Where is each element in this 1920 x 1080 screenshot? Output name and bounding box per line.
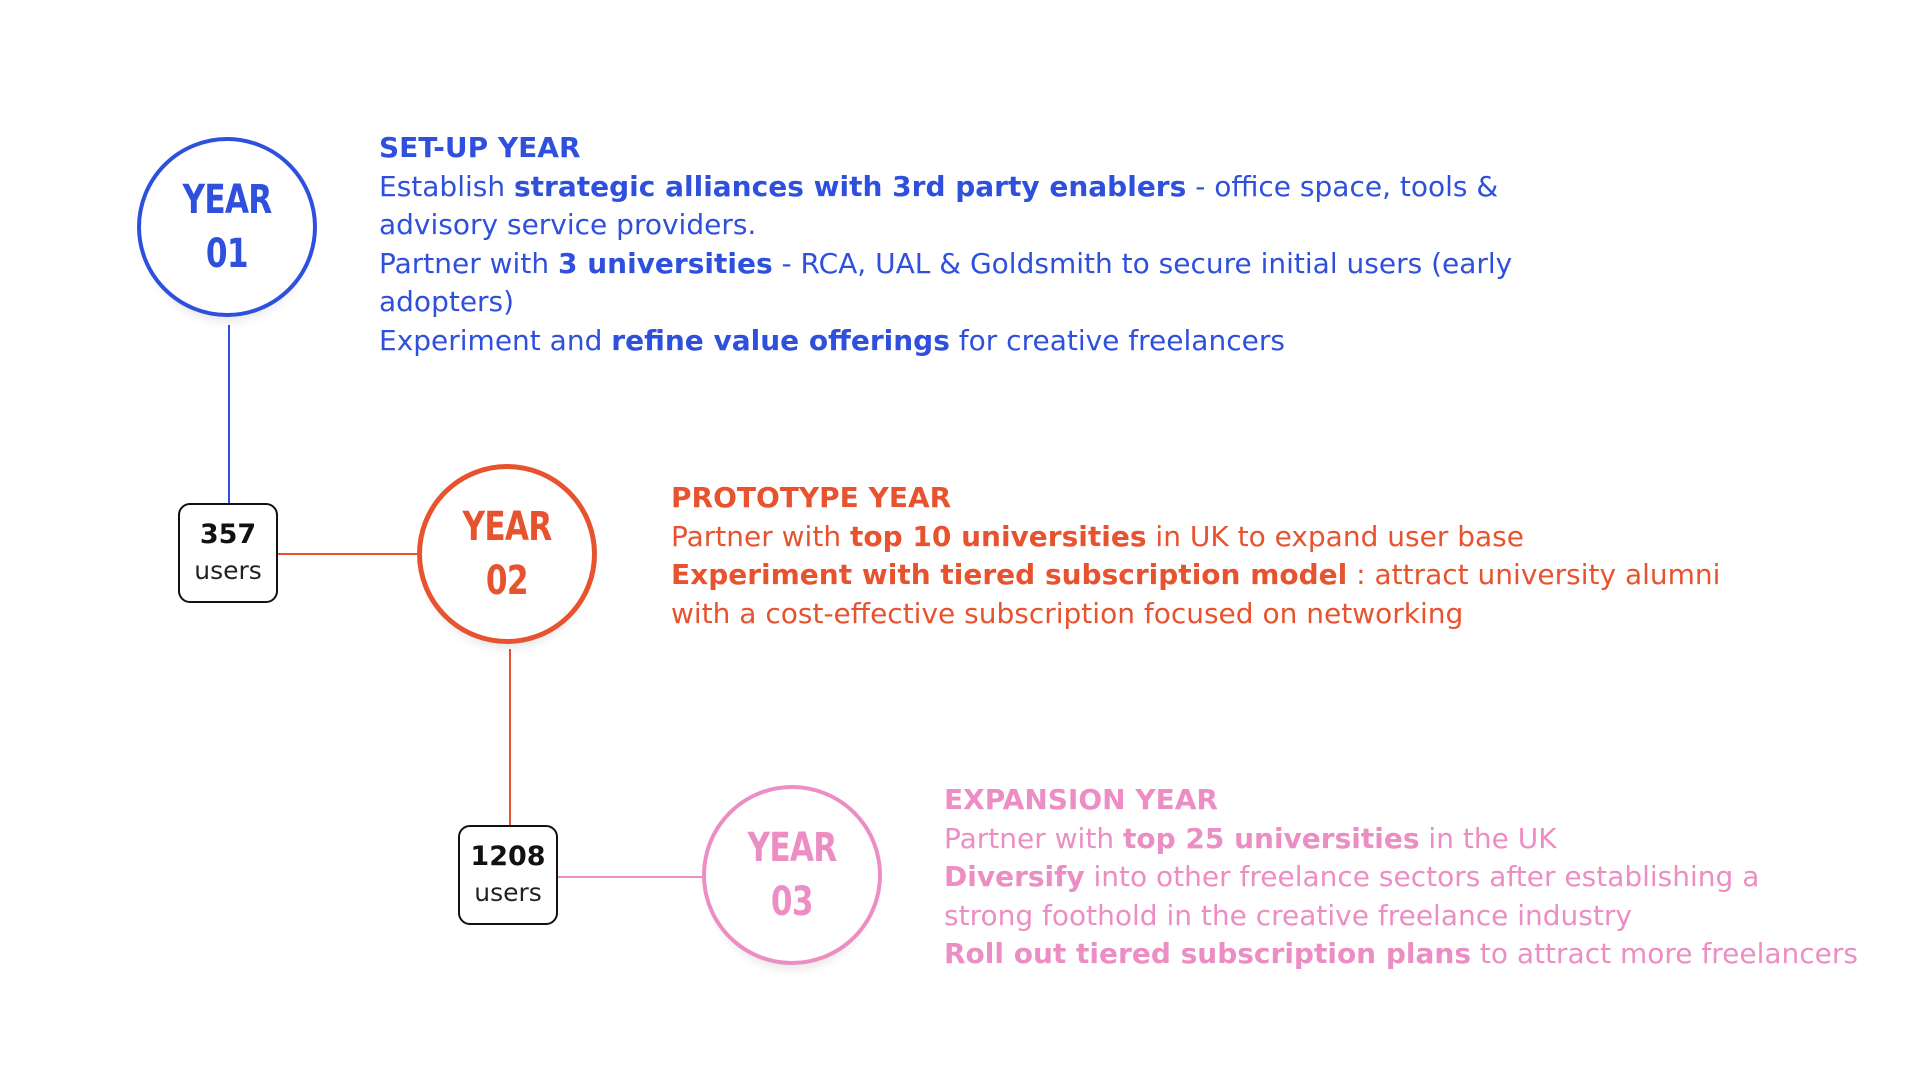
year-01-line: adopters) [379,285,515,318]
year-01-line: Establish strategic alliances with 3rd party enablers - office space, tools & [379,169,1499,203]
year-02-heading: PROTOTYPE YEAR [671,481,952,514]
year-01-circle [137,137,317,317]
users-unit: users [474,878,542,907]
year-01-line: advisory service providers. [379,208,757,241]
year-01-line: Experiment and refine value offerings for creative freelancers [379,323,1285,357]
year-02-label: YEAR [462,504,552,550]
users-unit: users [194,556,262,585]
year-03-line: Roll out tiered subscription plans to attract more freelancers [944,937,1859,970]
year-02-line: with a cost-effective subscription focused on networking [671,596,1464,630]
year-03-heading: EXPANSION YEAR [944,783,1218,816]
year-03-line: Diversify into other freelance sectors after establishing a [944,860,1760,893]
year-03-line: Partner with top 25 universities in the UK [944,821,1557,855]
year-01-description [379,129,1512,360]
year-02-circle [417,464,597,644]
year-01-number: 01 [206,231,248,277]
users-count: 357 [199,519,257,550]
year-01-heading: SET-UP YEAR [379,131,581,164]
users-count: 1208 [470,841,546,872]
year-03-label: YEAR [747,825,837,871]
year-02-number: 02 [486,558,528,604]
users-box-357 [178,503,278,603]
year-03-line: strong foothold in the creative freelance industry [944,898,1632,932]
year-03-number: 03 [771,879,813,925]
year-03-description [944,781,1858,974]
year-02-line: Experiment with tiered subscription model : attract university alumni [671,558,1721,591]
year-01-line: Partner with 3 universities - RCA, UAL & Goldsmith to secure initial users (early [379,246,1513,280]
year-03-circle [702,785,882,965]
year-01-label: YEAR [182,177,272,223]
year-02-line: Partner with top 10 universities in UK to expand user base [671,519,1524,553]
users-box-1208 [458,825,558,925]
year-02-description [671,479,1720,633]
